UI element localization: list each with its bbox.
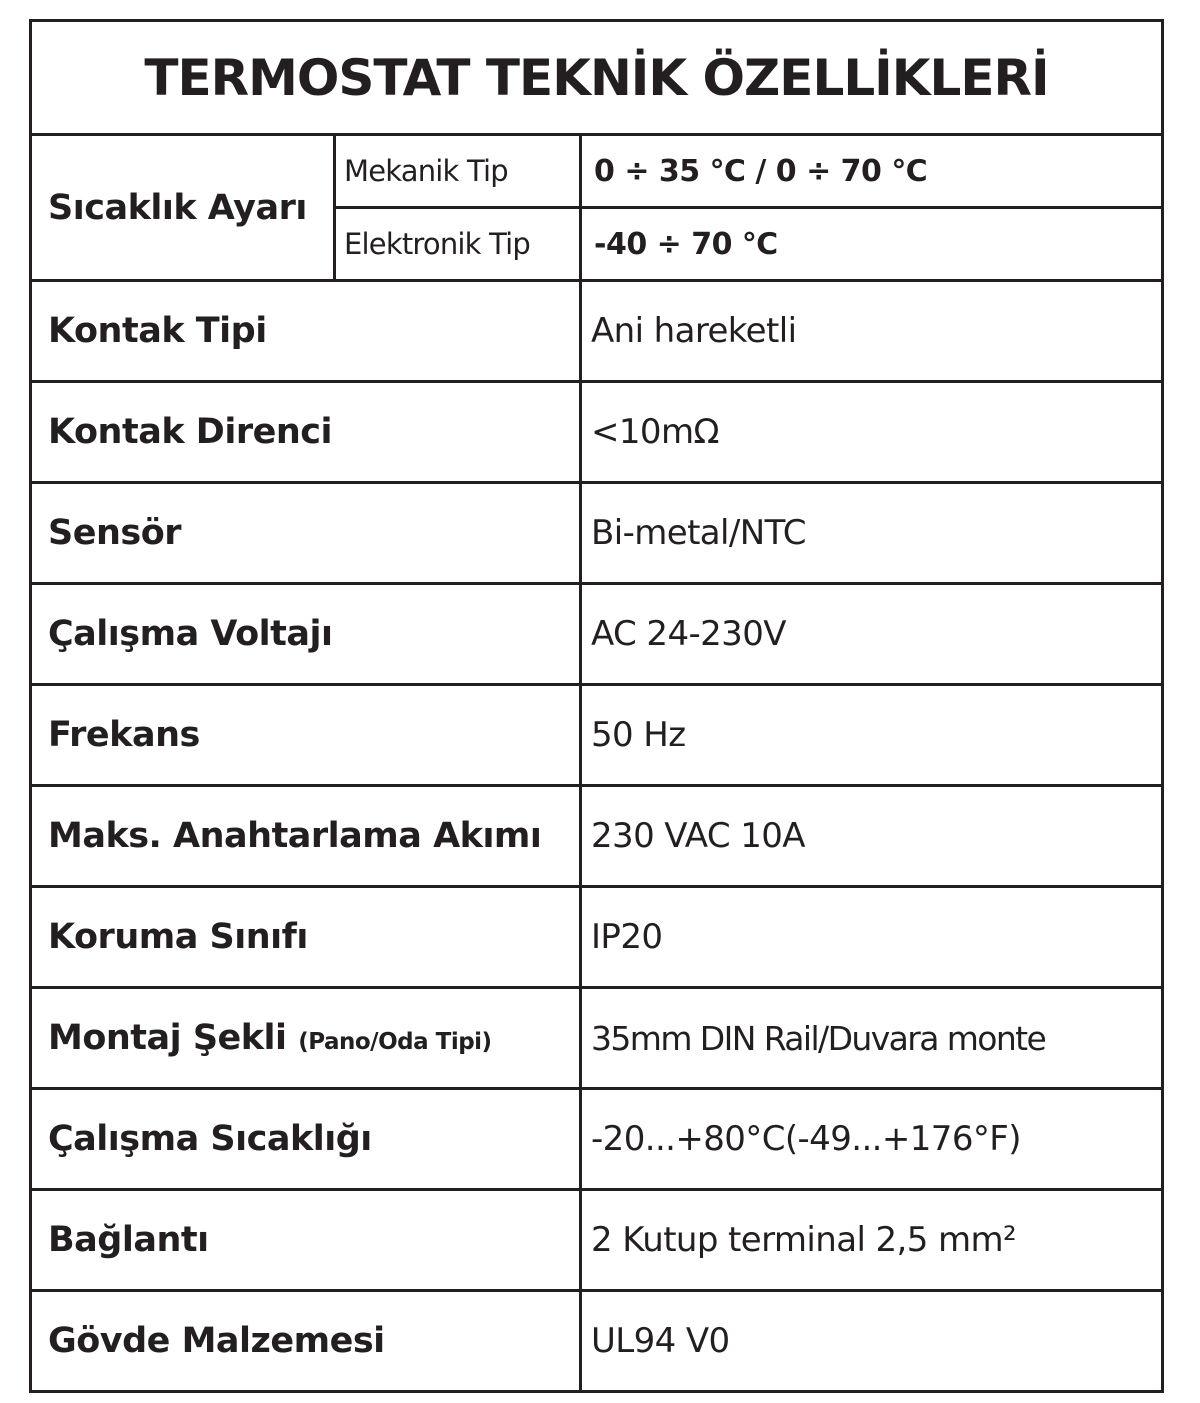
spec-label: Kontak Direnci <box>31 382 581 483</box>
spec-value: Bi-metal/NTC <box>581 483 1163 584</box>
spec-value: AC 24-230V <box>581 584 1163 685</box>
spec-value-mekanik: 0 ÷ 35 ℃ / 0 ÷ 70 ℃ <box>581 135 1163 208</box>
spec-value: -20...+80°C(-49...+176°F) <box>581 1089 1163 1190</box>
table-row <box>31 1089 1163 1190</box>
spec-value: 230 VAC 10A <box>581 786 1163 887</box>
spec-label-montaj <box>31 988 581 1089</box>
spec-table <box>29 19 1164 1393</box>
spec-value: UL94 V0 <box>581 1291 1163 1392</box>
table-title: TERMOSTAT TEKNİK ÖZELLİKLERİ <box>31 21 1163 135</box>
table-row <box>31 281 1163 382</box>
spec-label: Koruma Sınıfı <box>31 887 581 988</box>
table-row <box>31 988 1163 1089</box>
spec-label: Maks. Anahtarlama Akımı <box>31 786 581 887</box>
table-row <box>31 887 1163 988</box>
spec-label: Sensör <box>31 483 581 584</box>
spec-label-text: Montaj Şekli <box>48 1018 287 1058</box>
spec-label-sicaklik-ayari: Sıcaklık Ayarı <box>31 135 335 281</box>
table-row <box>31 685 1163 786</box>
spec-sublabel-mekanik: Mekanik Tip <box>335 135 581 208</box>
table-row <box>31 483 1163 584</box>
spec-label: Çalışma Voltajı <box>31 584 581 685</box>
spec-value: IP20 <box>581 887 1163 988</box>
spec-label: Kontak Tipi <box>31 281 581 382</box>
spec-label: Bağlantı <box>31 1190 581 1291</box>
spec-value: 2 Kutup terminal 2,5 mm² <box>581 1190 1163 1291</box>
spec-label: Gövde Malzemesi <box>31 1291 581 1392</box>
table-row <box>31 786 1163 887</box>
spec-label: Frekans <box>31 685 581 786</box>
table-row <box>31 1291 1163 1392</box>
table-row <box>31 135 1163 208</box>
spec-sublabel-elektronik: Elektronik Tip <box>335 208 581 281</box>
spec-value: <10mΩ <box>581 382 1163 483</box>
spec-value: 50 Hz <box>581 685 1163 786</box>
spec-value: 35mm DIN Rail/Duvara monte <box>581 988 1163 1089</box>
spec-label: Çalışma Sıcaklığı <box>31 1089 581 1190</box>
spec-value: Ani hareketli <box>581 281 1163 382</box>
table-row <box>31 1190 1163 1291</box>
title-row <box>31 21 1163 135</box>
table-row <box>31 382 1163 483</box>
spec-value-elektronik: -40 ÷ 70 ℃ <box>581 208 1163 281</box>
spec-label-note: (Pano/Oda Tipi) <box>298 1029 492 1055</box>
table-row <box>31 584 1163 685</box>
